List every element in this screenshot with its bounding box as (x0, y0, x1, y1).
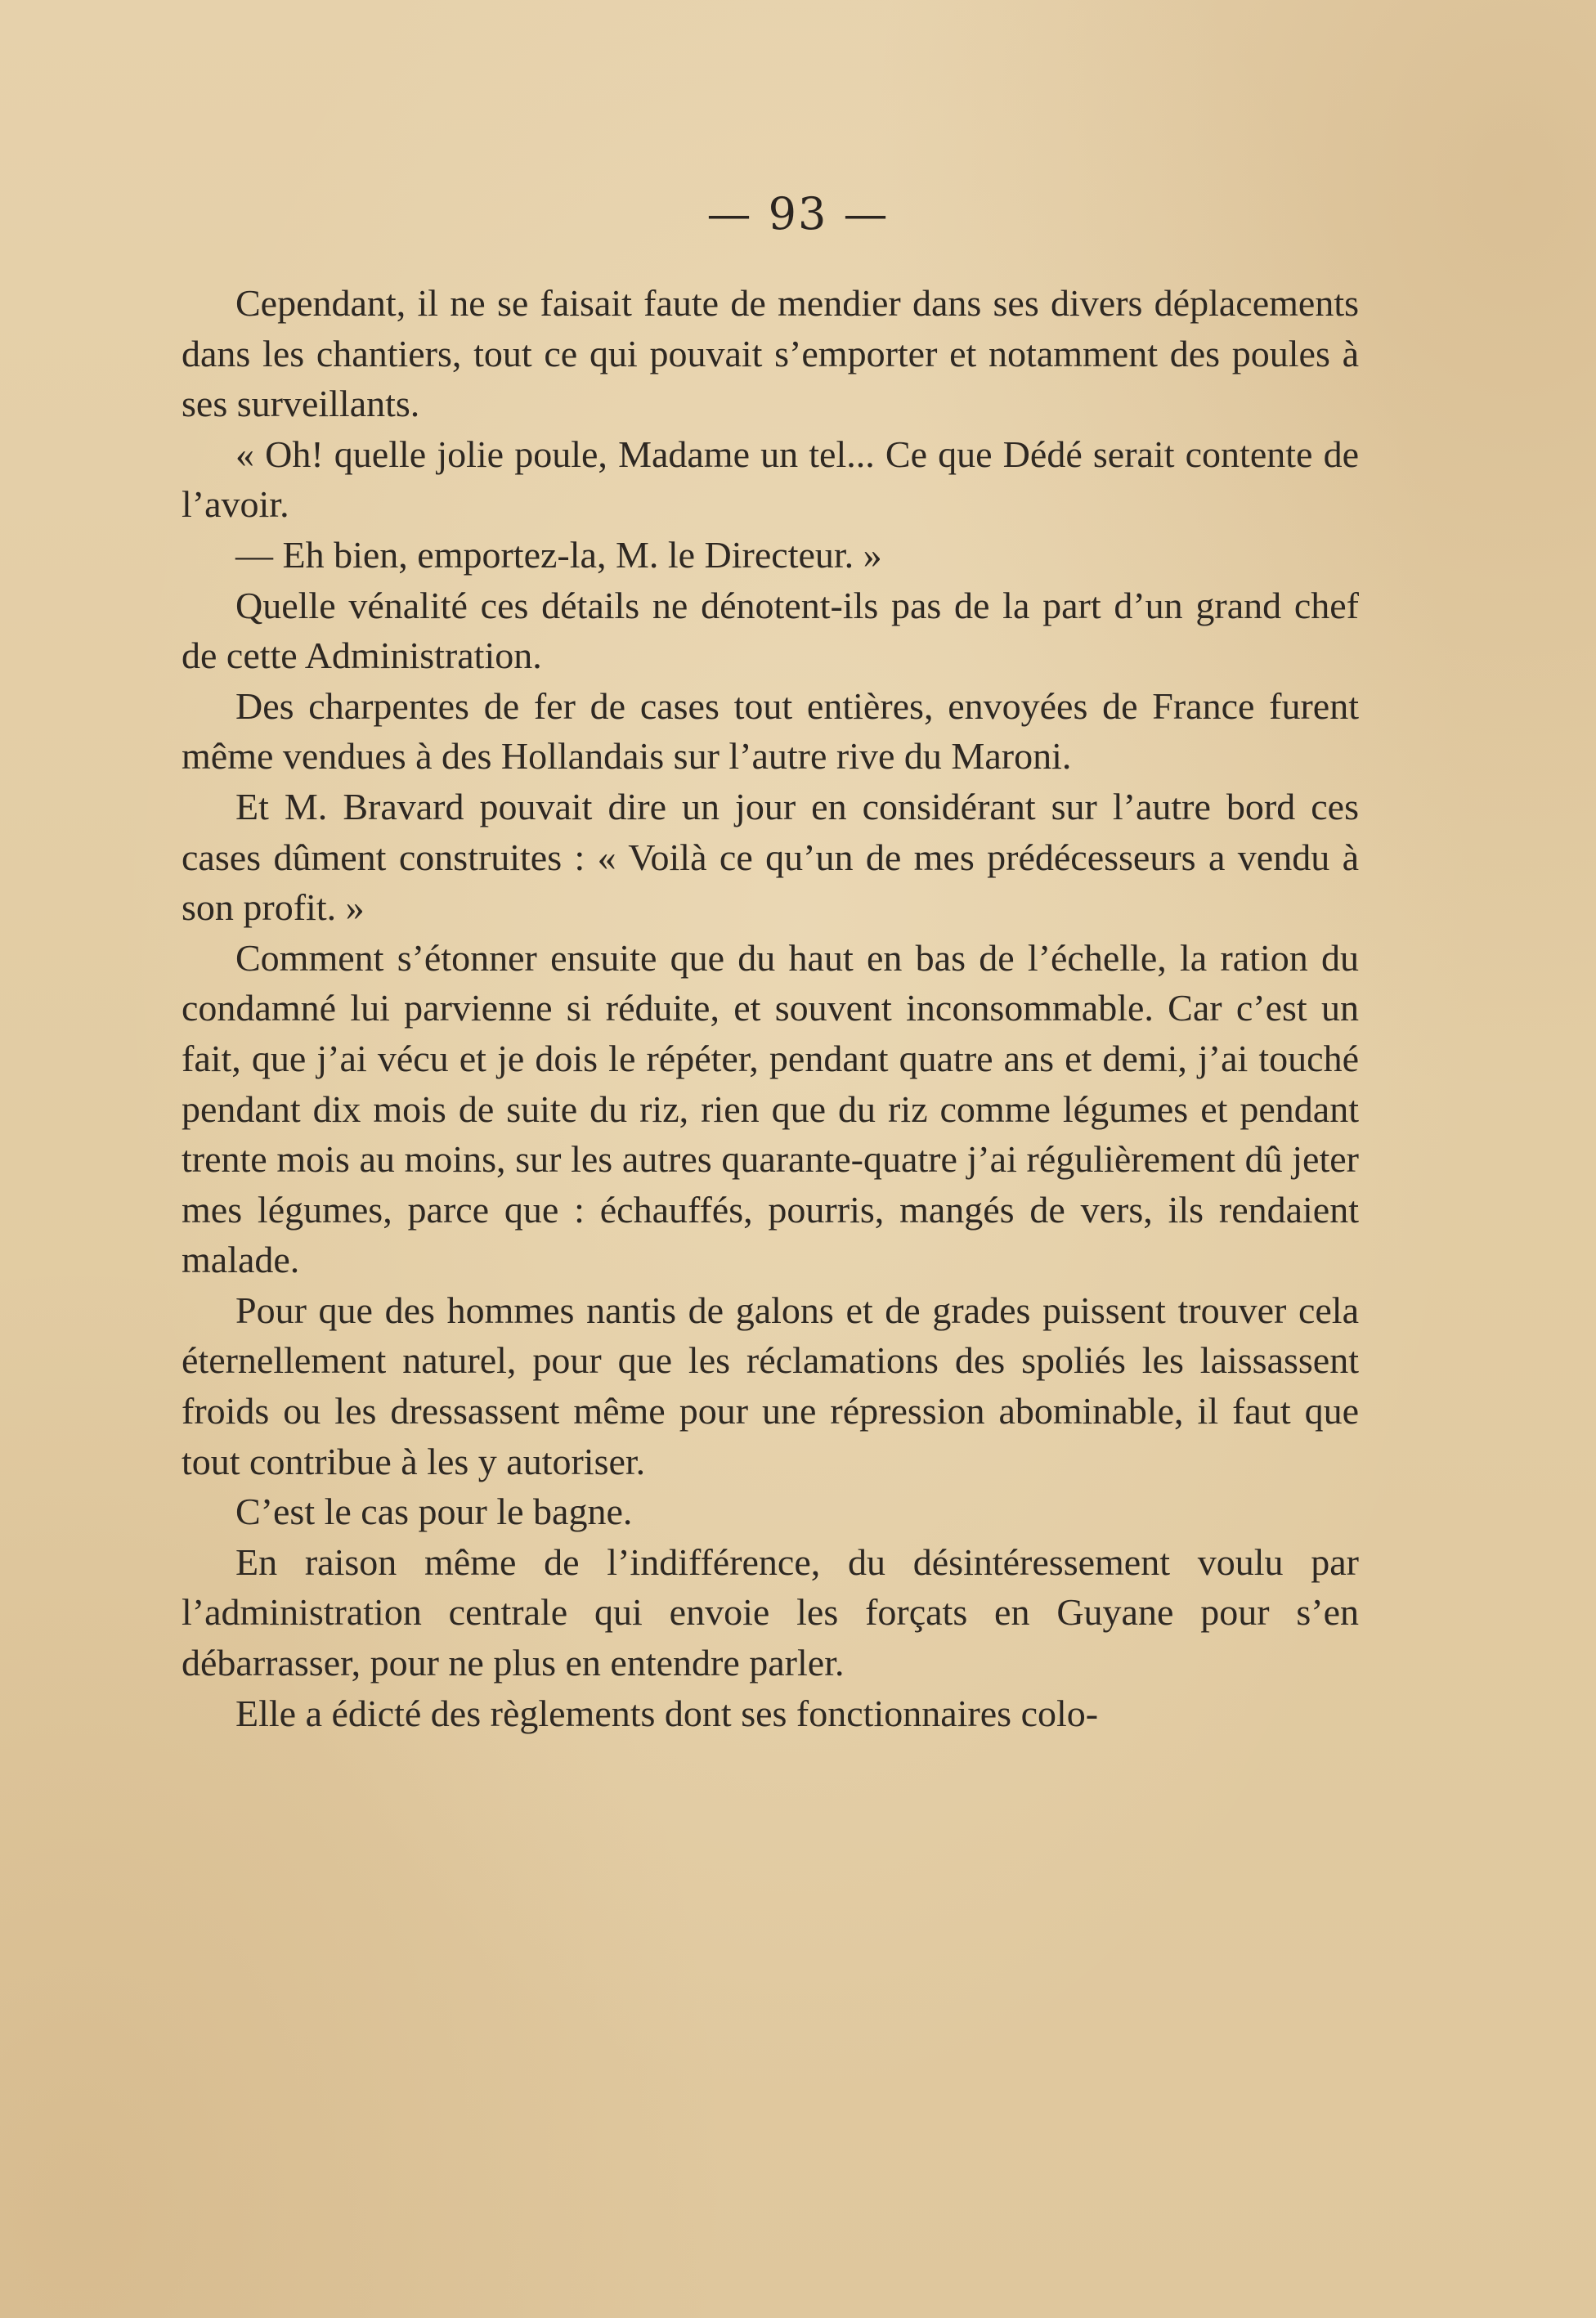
paragraph: Comment s’étonner ensuite que du haut en bas de l’échelle, la ration du condamné lui parvienne si réduite, et souvent inconsommable. Car c’est un fait, que j’ai vécu et je dois le répéter, pendant quatre ans et demi, j’ai touché pendant dix mois de suite du riz, rien que du riz comme légumes et pendant trente mois au moins, sur les autres quarante-quatre j’ai régulièrement dû jeter mes légumes, parce que : échauffés, pourris, mangés de vers, ils rendaient malade. (182, 936, 1359, 1281)
paragraph: Elle a édicté des règlements dont ses fonctionnaires colo- (235, 1692, 1099, 1734)
paragraph: — Eh bien, emportez-la, M. le Directeur. » (235, 533, 882, 576)
paragraph: Cependant, il ne se faisait faute de mendier dans ses divers déplacements dans les chantiers, tout ce qui pouvait s’emporter et notamment des poules à ses surveillants. (182, 282, 1359, 425)
paragraph: Quelle vénalité ces détails ne dénotent-ils pas de la part d’un grand chef de cette Administration. (182, 584, 1359, 677)
paragraph: En raison même de l’indifférence, du désintéressement voulu par l’administration centrale qui envoie les forçats en Guyane pour s’en débarrasser, pour ne plus en entendre parler. (182, 1540, 1359, 1684)
paragraph: Et M. Bravard pouvait dire un jour en considérant sur l’autre bord ces cases dûment construites : « Voilà ce qu’un de mes prédécesseurs a vendu à son profit. » (182, 785, 1359, 929)
paragraph: « Oh! quelle jolie poule, Madame un tel... Ce que Dédé serait contente de l’avoir. (182, 433, 1359, 526)
paragraph: Des charpentes de fer de cases tout entières, envoyées de France furent même vendues à des Hollandais sur l’autre rive du Maroni. (182, 684, 1359, 778)
page-number: — 93 — (706, 188, 890, 240)
paragraph: C’est le cas pour le bagne. (235, 1491, 633, 1533)
body-text (182, 278, 1359, 1738)
paragraph: Pour que des hommes nantis de galons et de grades puissent trouver cela éternellement naturel, pour que les réclamations des spoliés les laissassent froids ou les dressassent même pour une répression abominable, il faut que tout contribue à les y autoriser. (182, 1289, 1359, 1482)
